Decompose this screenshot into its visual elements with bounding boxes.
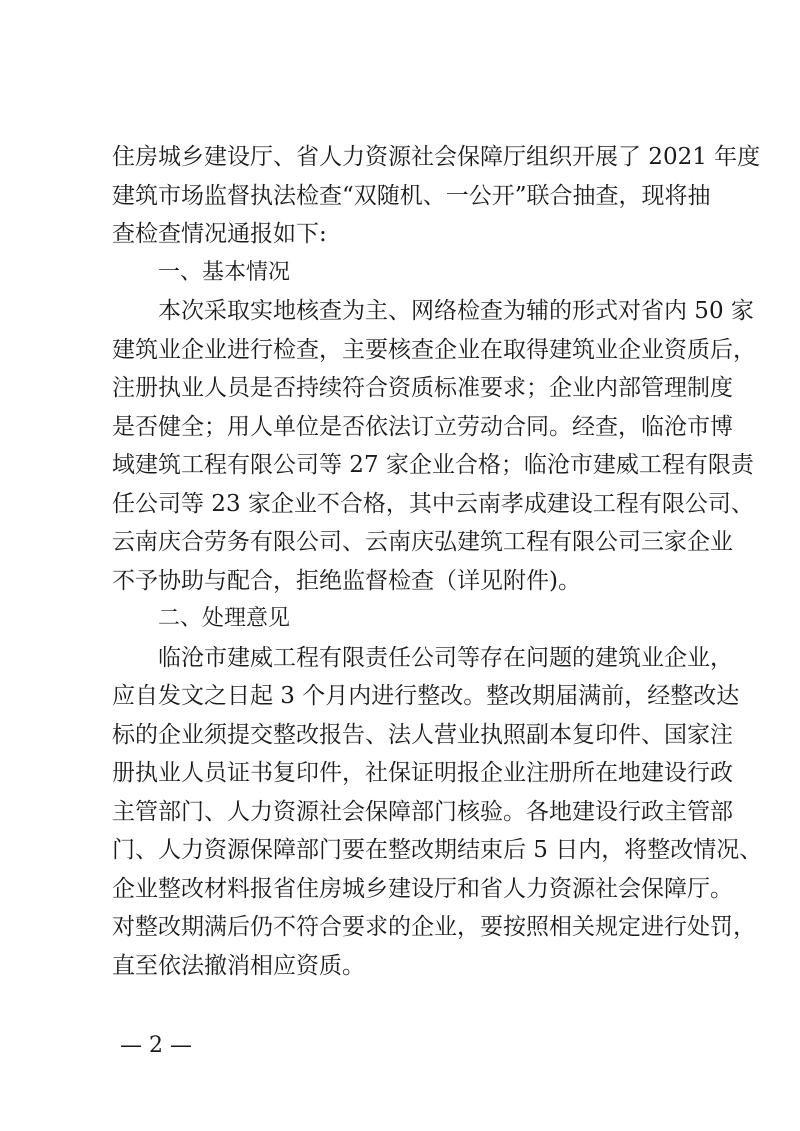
- paragraph-line: 是否健全；用人单位是否依法订立劳动合同。经查，临沧市博: [112, 413, 733, 440]
- document-body: [112, 138, 763, 985]
- paragraph-line: 不予协助与配合，拒绝监督检查（详见附件)。: [112, 567, 581, 594]
- paragraph-line: 建筑业企业进行检查，主要核查企业在取得建筑业企业资质后，: [112, 336, 756, 363]
- page-number: — 2 —: [120, 1033, 192, 1058]
- section-heading-basic-situation: 一、基本情况: [158, 259, 291, 285]
- paragraph-line: 门、人力资源保障部门要在整改期结束后 5 日内，将整改情况、: [112, 837, 763, 863]
- paragraph-line: 住房城乡建设厅、省人力资源社会保障厅组织开展了 2021 年度: [112, 144, 761, 170]
- paragraph-line: 应自发文之日起 3 个月内进行整改。整改期届满前，经整改达: [112, 683, 740, 709]
- paragraph-line: 对整改期满后仍不符合要求的企业，要按照相关规定进行处罚，: [112, 914, 756, 940]
- paragraph-line: 查检查情况通报如下:: [112, 221, 327, 247]
- paragraph-line: 企业整改材料报省住房城乡建设厅和省人力资源社会保障厅。: [112, 875, 733, 902]
- paragraph-line: 册执业人员证书复印件，社保证明报企业注册所在地建设行政: [112, 760, 733, 786]
- paragraph-line: 建筑市场监督执法检查“双随机、一公开”联合抽查，现将抽: [112, 182, 711, 209]
- paragraph-line: 直至依法撤消相应资质。: [112, 952, 365, 979]
- paragraph-line: 临沧市建威工程有限责任公司等存在问题的建筑业企业，: [158, 644, 733, 671]
- section-heading-handling-opinion: 二、处理意见: [158, 606, 291, 631]
- paragraph-line: 域建筑工程有限公司等 27 家企业合格；临沧市建威工程有限责: [112, 452, 754, 478]
- paragraph-line: 任公司等 23 家企业不合格，其中云南孝成建设工程有限公司、: [112, 490, 754, 517]
- paragraph-line: 标的企业须提交整改报告、法人营业执照副本复印件、国家注: [112, 721, 733, 748]
- paragraph-line: 本次采取实地核查为主、网络检查为辅的形式对省内 50 家: [158, 298, 754, 324]
- paragraph-line: 注册执业人员是否持续符合资质标准要求；企业内部管理制度: [112, 375, 733, 401]
- paragraph-line: 云南庆合劳务有限公司、云南庆弘建筑工程有限公司三家企业: [112, 529, 733, 555]
- paragraph-line: 主管部门、人力资源社会保障部门核验。各地建设行政主管部: [112, 798, 733, 825]
